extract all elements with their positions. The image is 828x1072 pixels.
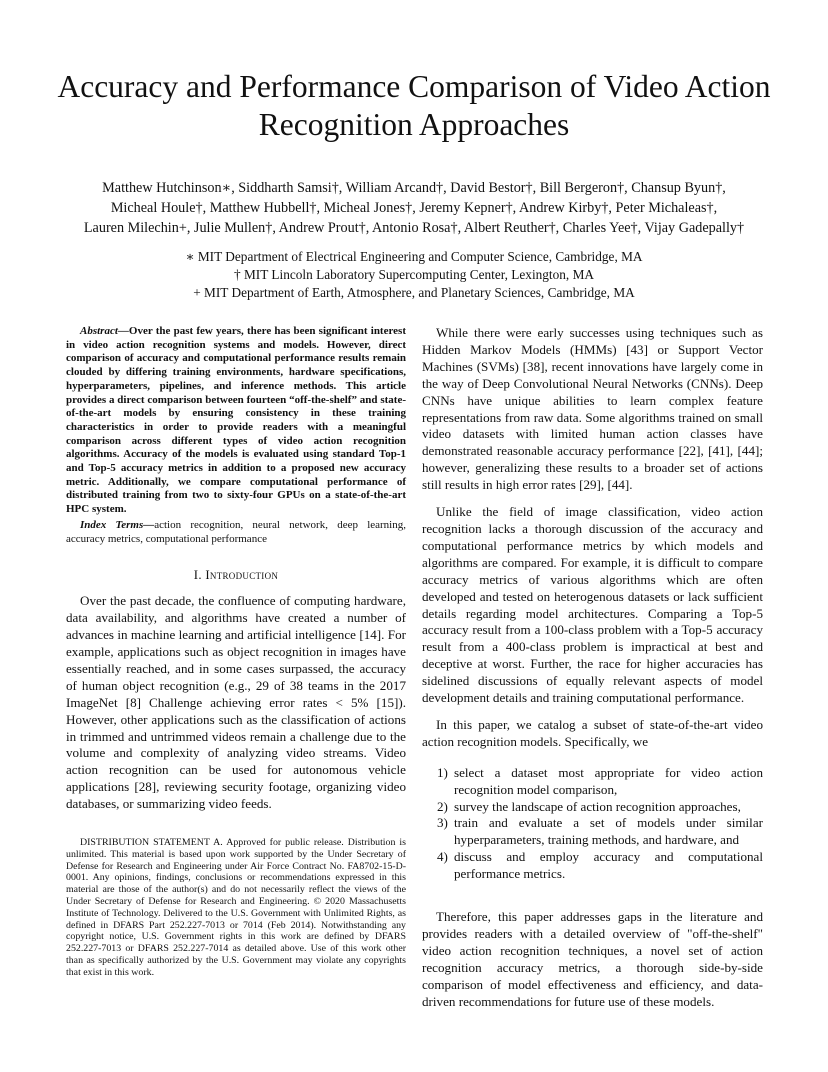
body-paragraph-1: While there were early successes using techniques such as Hidden Markov Models (HMMs) [43] or Support Vector Machines (SVMs) [38], recent innovations have largely come in the way of Deep Convolutional Neural Networks (CNNs). Deep CNNs have unique abilities to learn complex feature representations from raw data. Some algorithms trained on small video datasets with limited human action classes have demonstrated reasonable accuracy performance [22], [41], [44]; however, generalizing these results to a broader set of actions still results in high error rates [29], [44]. [422, 325, 763, 493]
right-column [422, 325, 763, 1011]
list-item [422, 815, 763, 849]
author-line-3: Lauren Milechin+, Julie Mullen†, Andrew Prout†, Antonio Rosa†, Albert Reuther†, Charles Yee†, Vijay Gadepally† [83, 220, 745, 236]
list-item [422, 849, 763, 883]
index-terms-lead: Index Terms— [80, 518, 155, 531]
intro-paragraph: Over the past decade, the confluence of computing hardware, data availability, and algorithms have created a number of advances in machine learning and artificial intelligence [14]. For example, applications such as object recognition in images have essentially reached, and in some cases surpassed, the accuracy of human object recognition (e.g., 29 of 38 teams in the 2017 ImageNet [8] Challenge achieving error rates < 5% [15]). However, other applications such as the classification of actions in trimmed and untrimmed videos remain a challenge due to the volume and complexity of analyzing video streams. Video action recognition can be used for autonomous vehicle applications [28], reviewing security footage, organizing video databases, or summarizing video feeds. [66, 593, 406, 812]
list-item-text: survey the landscape of action recognition approaches, [454, 798, 741, 814]
section-numeral: I. [193, 568, 202, 583]
distribution-footnote: DISTRIBUTION STATEMENT A. Approved for public release. Distribution is unlimited. This material is based upon work supported by the Under Secretary of Defense for Research and Engineering under Air Force Contract No. FA8702-15-D-0001. Any opinions, findings, conclusions or recommendations expressed in this material are those of the author(s) and do not necessarily reflect the views of the Under Secretary of Defense for Research and Engineering. © 2020 Massachusetts Institute of Technology. Delivered to the U.S. Government with Unlimited Rights, as defined in DFARS Part 252.227-7013 or 7014 (Feb 2014). Notwithstanding any copyright notice, U.S. Government rights in this work are defined by DFARS 252.227-7013 or DFARS 252.227-7014 as detailed above. Use of this work other than as specifically authorized by the U.S. Government may violate any copyrights that exist in this work. [66, 837, 406, 978]
index-terms [66, 519, 406, 546]
affiliation-1: ∗ MIT Department of Electrical Engineering and Computer Science, Cambridge, MA [185, 249, 643, 264]
list-item-number: 3) [437, 815, 448, 831]
author-line-2: Micheal Houle†, Matthew Hubbell†, Micheal Jones†, Jeremy Kepner†, Andrew Kirby†, Peter Michaleas†, [110, 200, 718, 216]
left-column [66, 325, 406, 979]
author-list [40, 178, 788, 238]
paper-title: Accuracy and Performance Comparison of Video Action Recognition Approaches [57, 69, 771, 142]
section-heading-introduction [66, 568, 406, 583]
closing-paragraph: Therefore, this paper addresses gaps in the literature and provides readers with a detailed overview of "off-the-shelf" video action recognition techniques, a novel set of action recognition accuracy metrics, a thorough side-by-side comparison of model effectiveness and efficiency, and data-driven recommendations for future use of these models. [422, 909, 763, 1009]
list-item [422, 765, 763, 799]
abstract [66, 325, 406, 517]
body-paragraph-3: In this paper, we catalog a subset of state-of-the-art video action recognition models. Specifically, we [422, 716, 763, 749]
body-paragraph-2: Unlike the field of image classification, video action recognition lacks a thorough discussion of the accuracy and computational performance metrics by which models and algorithms are compared. For example, it is difficult to compare accuracy metrics of various algorithms which are often developed and tested on heterogenous datasets or lack sufficient details regarding model architectures. Comparing a Top-5 accuracy result from a 100-class problem with a Top-5 accuracy result from a 400-class problem is impractical at best and deceptive at worst. Further, the race for higher accuracies has sidelined discussions of equally relevant aspects of model development details and training computational performance. [422, 504, 763, 706]
affiliations [40, 248, 788, 302]
affiliation-2: † MIT Lincoln Laboratory Supercomputing Center, Lexington, MA [233, 267, 594, 282]
list-item-number: 4) [437, 849, 448, 865]
author-line-1: Matthew Hutchinson∗, Siddharth Samsi†, William Arcand†, David Bestor†, Bill Bergeron†, Chansup Byun†, [102, 180, 726, 196]
section-title: Introduction [205, 568, 279, 583]
list-item-text: train and evaluate a set of models under similar hyperparameters, training methods, and hardware, and [454, 815, 763, 848]
contribution-list [422, 765, 763, 883]
abstract-lead: Abstract— [80, 325, 129, 337]
affiliation-3: + MIT Department of Earth, Atmosphere, and Planetary Sciences, Cambridge, MA [193, 285, 635, 300]
list-item-text: select a dataset most appropriate for video action recognition model comparison, [454, 764, 763, 797]
list-item-number: 2) [437, 798, 448, 814]
list-item-text: discuss and employ accuracy and computational performance metrics. [454, 849, 763, 882]
index-terms-text: action recognition, neural network, deep learning, accuracy metrics, computational performance [66, 518, 406, 545]
list-item [422, 799, 763, 816]
abstract-text: Over the past few years, there has been significant interest in video action recognition systems and models. However, direct comparison of accuracy and computational performance results remain clouded by differing training environments, hardware specifications, hyperparameters, pipelines, and inference methods. This article provides a direct comparison between fourteen “off-the-shelf” and state-of-the-art models by ensuring consistency in these training characteristics in order to provide readers with a meaningful comparison across different types of video action recognition algorithms. Accuracy of the models is evaluated using standard Top-1 and Top-5 accuracy metrics in addition to a proposed new accuracy metric. Additionally, we compare computational performance of distributed training from two to sixty-four GPUs on a state-of-the-art HPC system. [66, 325, 406, 516]
list-item-number: 1) [437, 764, 448, 780]
